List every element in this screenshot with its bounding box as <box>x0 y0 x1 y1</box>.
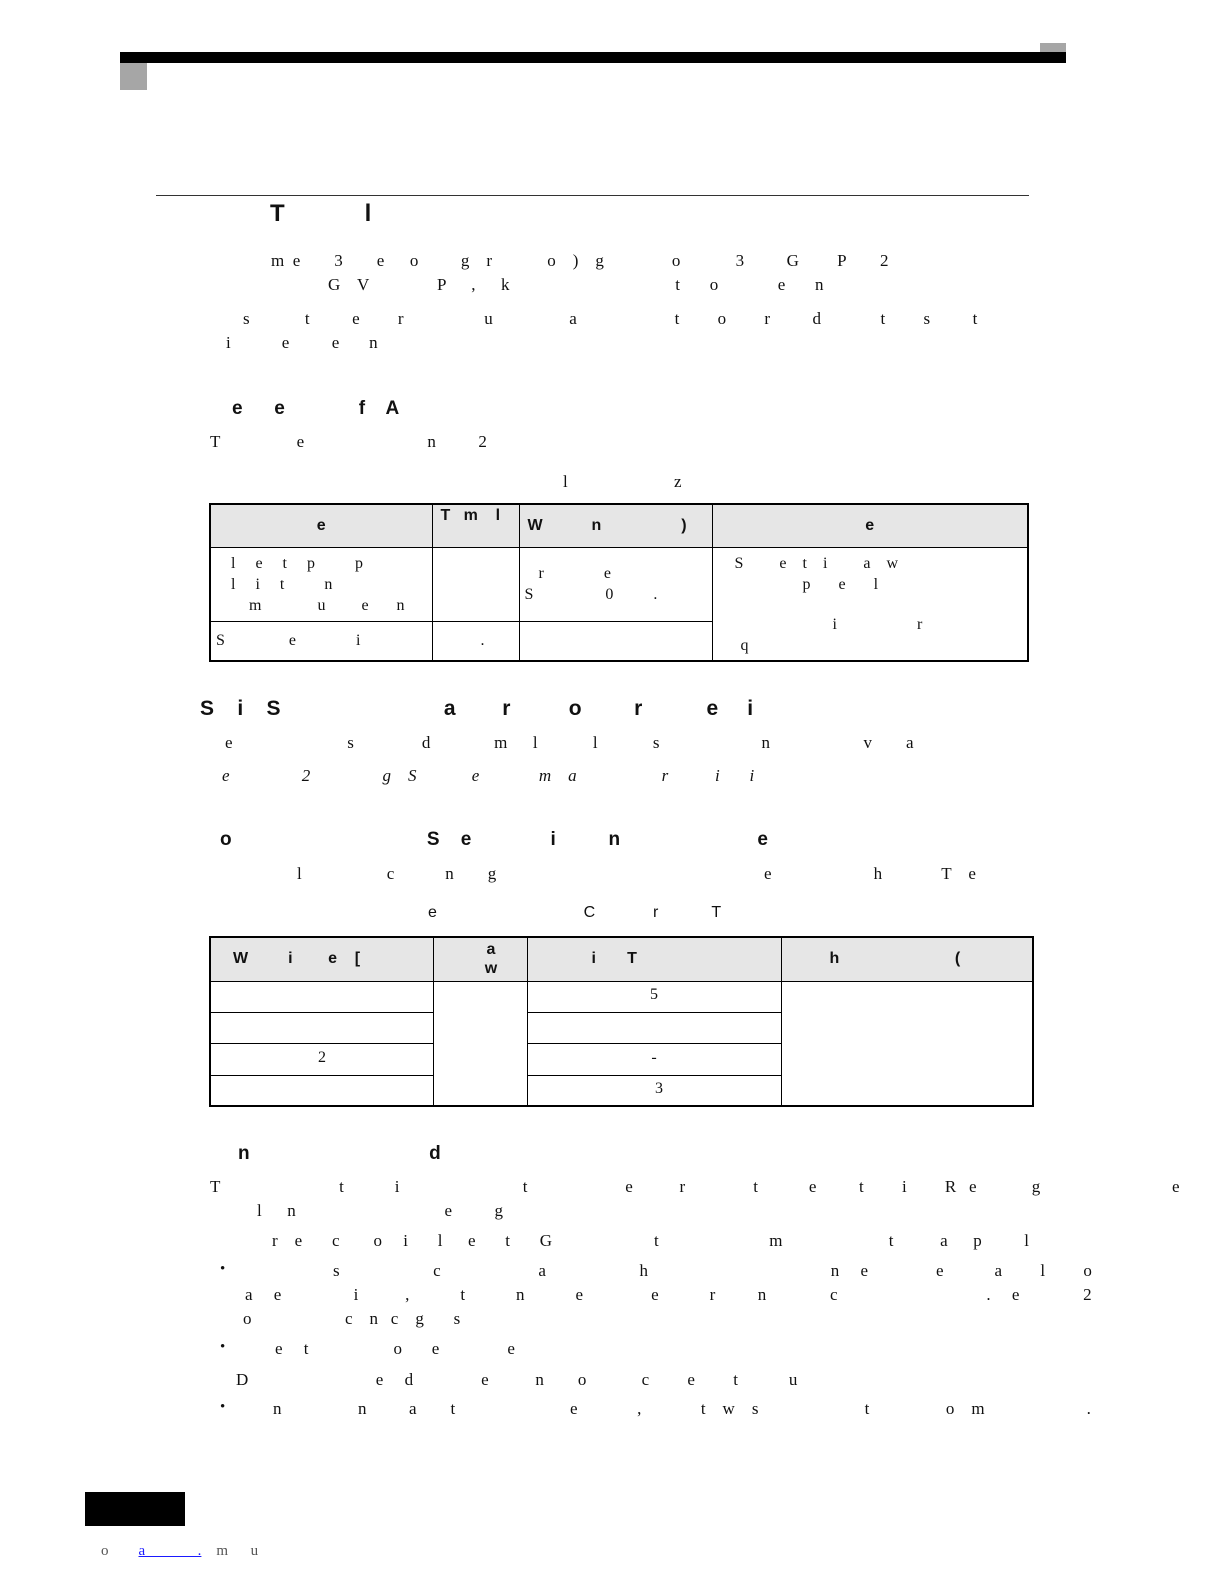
column-header: h ( <box>781 937 1033 981</box>
paragraph-line: T e n 2 <box>210 432 487 451</box>
column-header: W i e [ <box>210 937 433 981</box>
bullet-item: n n a t e , t w s t o m . <box>273 1399 1091 1418</box>
cell-line: S e t i a w <box>734 554 899 572</box>
table-cell: 5 <box>527 981 781 1012</box>
paragraph-line: T t i t e r t e t i R e g e <box>210 1177 1180 1196</box>
subsection-heading: e e f A <box>232 398 400 419</box>
table-cell <box>712 547 1028 661</box>
section-title: T l <box>270 200 372 227</box>
table-cell <box>210 981 433 1012</box>
paragraph-line: l c n g e h T e <box>297 864 976 883</box>
table-cell <box>781 981 1033 1106</box>
table-cell: S e i <box>210 621 432 661</box>
bullet-item: s c a h n e e a l o <box>333 1261 1092 1280</box>
column-header: i T <box>527 937 781 981</box>
data-table <box>209 503 1029 662</box>
paragraph-line: l n e g <box>257 1201 504 1220</box>
cell-line: l i t n <box>231 575 333 593</box>
table-cell <box>519 621 712 661</box>
bullet-item: a e i , t n e e r n c . e 2 <box>245 1285 1092 1304</box>
table-cell: - <box>527 1043 781 1075</box>
table-cell: 3 <box>527 1075 781 1106</box>
bullet-item: o c n c g s <box>243 1309 461 1328</box>
table-caption: e C r T <box>428 904 722 921</box>
bullet-marker: • <box>220 1261 226 1277</box>
column-header: e <box>210 504 432 547</box>
intro-line: s t e r u a t o r d t s t <box>243 309 978 328</box>
bullet-marker: • <box>220 1399 226 1415</box>
footer-prefix: o <box>101 1543 109 1559</box>
table-cell <box>527 1012 781 1043</box>
table-caption: l z <box>563 472 682 491</box>
table-row <box>210 981 1033 1012</box>
intro-line: m e 3 e o g r o ) g o 3 G P 2 <box>271 251 889 270</box>
bullet-item: e t o e e <box>275 1339 515 1358</box>
table-cell <box>210 1075 433 1106</box>
table-cell <box>433 981 527 1106</box>
column-header: T m l <box>432 504 519 547</box>
table-cell <box>210 1012 433 1043</box>
subsection-heading: o S e i n e <box>220 829 768 850</box>
column-header: a w <box>433 937 527 981</box>
footer-link[interactable]: a . <box>138 1543 202 1559</box>
table-cell <box>210 547 432 621</box>
paragraph-line: e s d m l l s n v a <box>225 733 914 752</box>
cell-line: m u e n <box>249 596 405 614</box>
intro-line: G V P , k t o e n <box>328 275 824 294</box>
bullet-marker: • <box>220 1339 226 1355</box>
table-cell <box>519 547 712 621</box>
table-cell: 2 <box>210 1043 433 1075</box>
subsection-heading: S i S a r o r e i <box>200 697 754 720</box>
cell-line: r e <box>538 564 611 582</box>
data-table <box>209 936 1034 1107</box>
paragraph-line: r e c o i l e t G t m t a p l <box>272 1231 1029 1250</box>
column-header: W n ) <box>519 504 712 547</box>
column-header: e <box>712 504 1028 547</box>
table-cell: . <box>432 621 519 661</box>
footer-text <box>101 1543 258 1560</box>
paragraph-line: D e d e n o c e t u <box>236 1370 798 1389</box>
cell-line: S 0 . <box>524 585 658 603</box>
chapter-tab <box>120 63 147 90</box>
cell-line: i r <box>832 615 923 633</box>
table-cell <box>432 547 519 621</box>
footer-suffix: m u <box>216 1543 259 1559</box>
cell-line: l e t p p <box>231 554 363 572</box>
cell-line: p e l <box>802 575 879 593</box>
page-number-box <box>85 1492 185 1526</box>
table-row <box>210 547 1028 621</box>
header-bar <box>120 52 1066 63</box>
intro-line: i e e n <box>226 333 378 352</box>
subsection-heading: n d <box>238 1143 441 1164</box>
section-rule <box>156 195 1029 196</box>
paragraph-line: e 2 g S e m a r i i <box>222 766 755 785</box>
cell-line: q <box>740 636 749 654</box>
